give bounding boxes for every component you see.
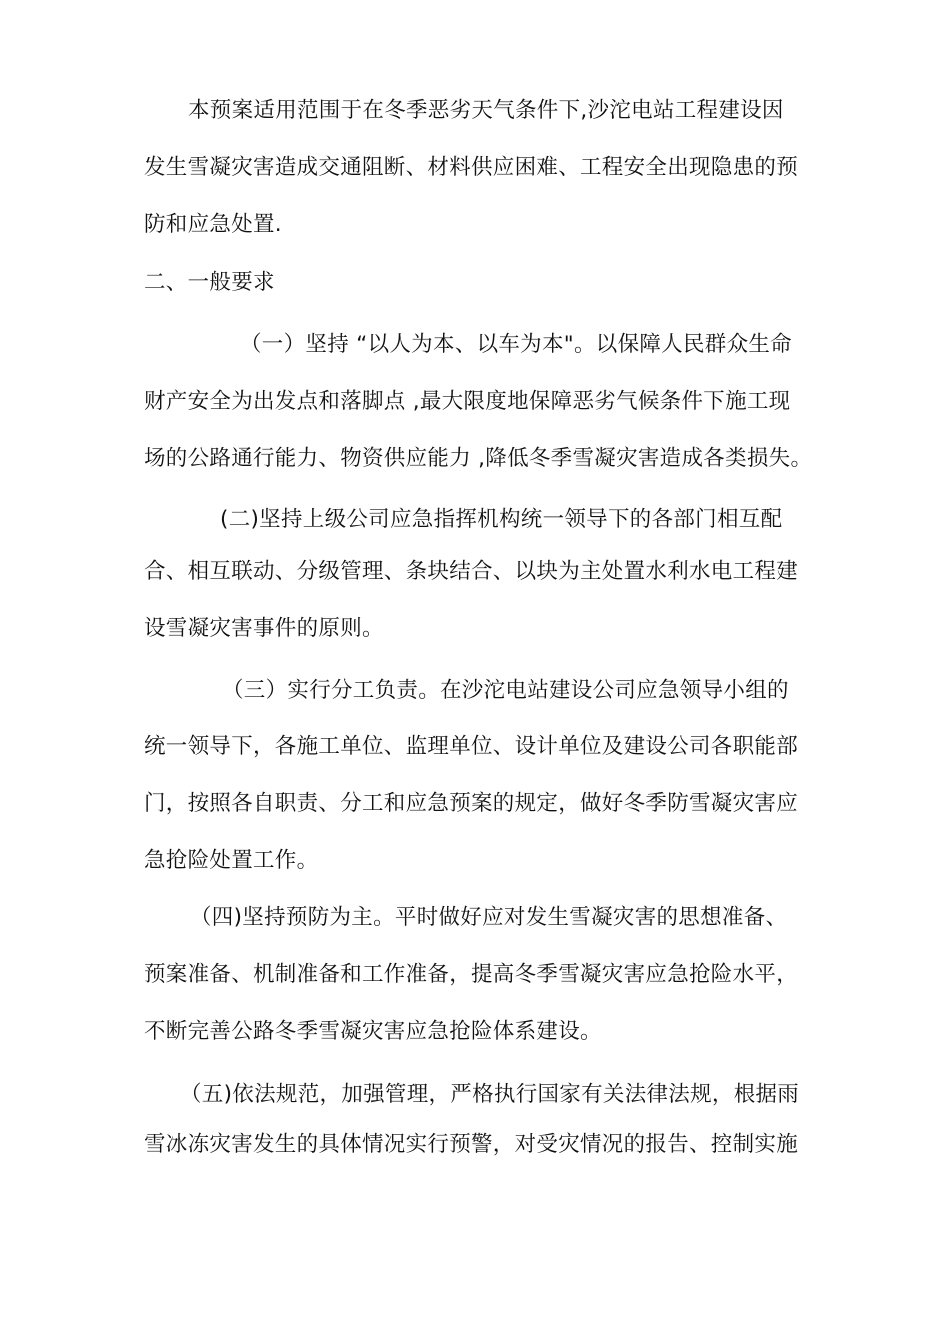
text-line: 财产安全为出发点和落脚点 ,最大限度地保障恶劣气候条件下施工现 bbox=[144, 389, 791, 414]
section-heading: 二、一般要求 bbox=[144, 270, 275, 295]
text-line: 门，按照各自职责、分工和应急预案的规定，做好冬季防雪凝灾害应 bbox=[144, 791, 799, 816]
text-line: 场的公路通行能力、物资供应能力 ,降低冬季雪凝灾害造成各类损失。 bbox=[144, 446, 813, 471]
text-line: 设雪凝灾害事件的原则。 bbox=[144, 616, 384, 641]
text-line: （三）实行分工负责。在沙沱电站建设公司应急领导小组的 bbox=[222, 678, 789, 703]
text-line: 合、相互联动、分级管理、条块结合、以块为主处置水利水电工程建 bbox=[144, 559, 799, 584]
text-line: 不断完善公路冬季雪凝灾害应急抢险体系建设。 bbox=[144, 1019, 602, 1044]
text-line: 预案准备、机制准备和工作准备，提高冬季雪凝灾害应急抢险水平， bbox=[144, 962, 799, 987]
text-line: 雪冰冻灾害发生的具体情况实行预警，对受灾情况的报告、控制实施 bbox=[144, 1132, 799, 1157]
text-line: 急抢险处置工作。 bbox=[144, 848, 319, 873]
text-line: （四)坚持预防为主。平时做好应对发生雪凝灾害的思想准备、 bbox=[190, 905, 788, 930]
text-line: (二)坚持上级公司应急指挥机构统一领导下的各部门相互配 bbox=[220, 507, 783, 532]
text-line: （五)依法规范，加强管理，严格执行国家有关法律法规，根据雨 bbox=[180, 1082, 800, 1107]
text-line: 统一领导下，各施工单位、监理单位、设计单位及建设公司各职能部 bbox=[144, 734, 799, 759]
text-line: 防和应急处置. bbox=[144, 212, 282, 237]
text-line: 本预案适用范围于在冬季恶劣天气条件下,沙沱电站工程建设因 bbox=[188, 98, 784, 123]
text-line: 发生雪凝灾害造成交通阻断、材料供应困难、工程安全出现隐患的预 bbox=[144, 155, 799, 180]
text-line: （一）坚持 “以人为本、以车为本"。以保障人民群众生命 bbox=[240, 332, 792, 357]
